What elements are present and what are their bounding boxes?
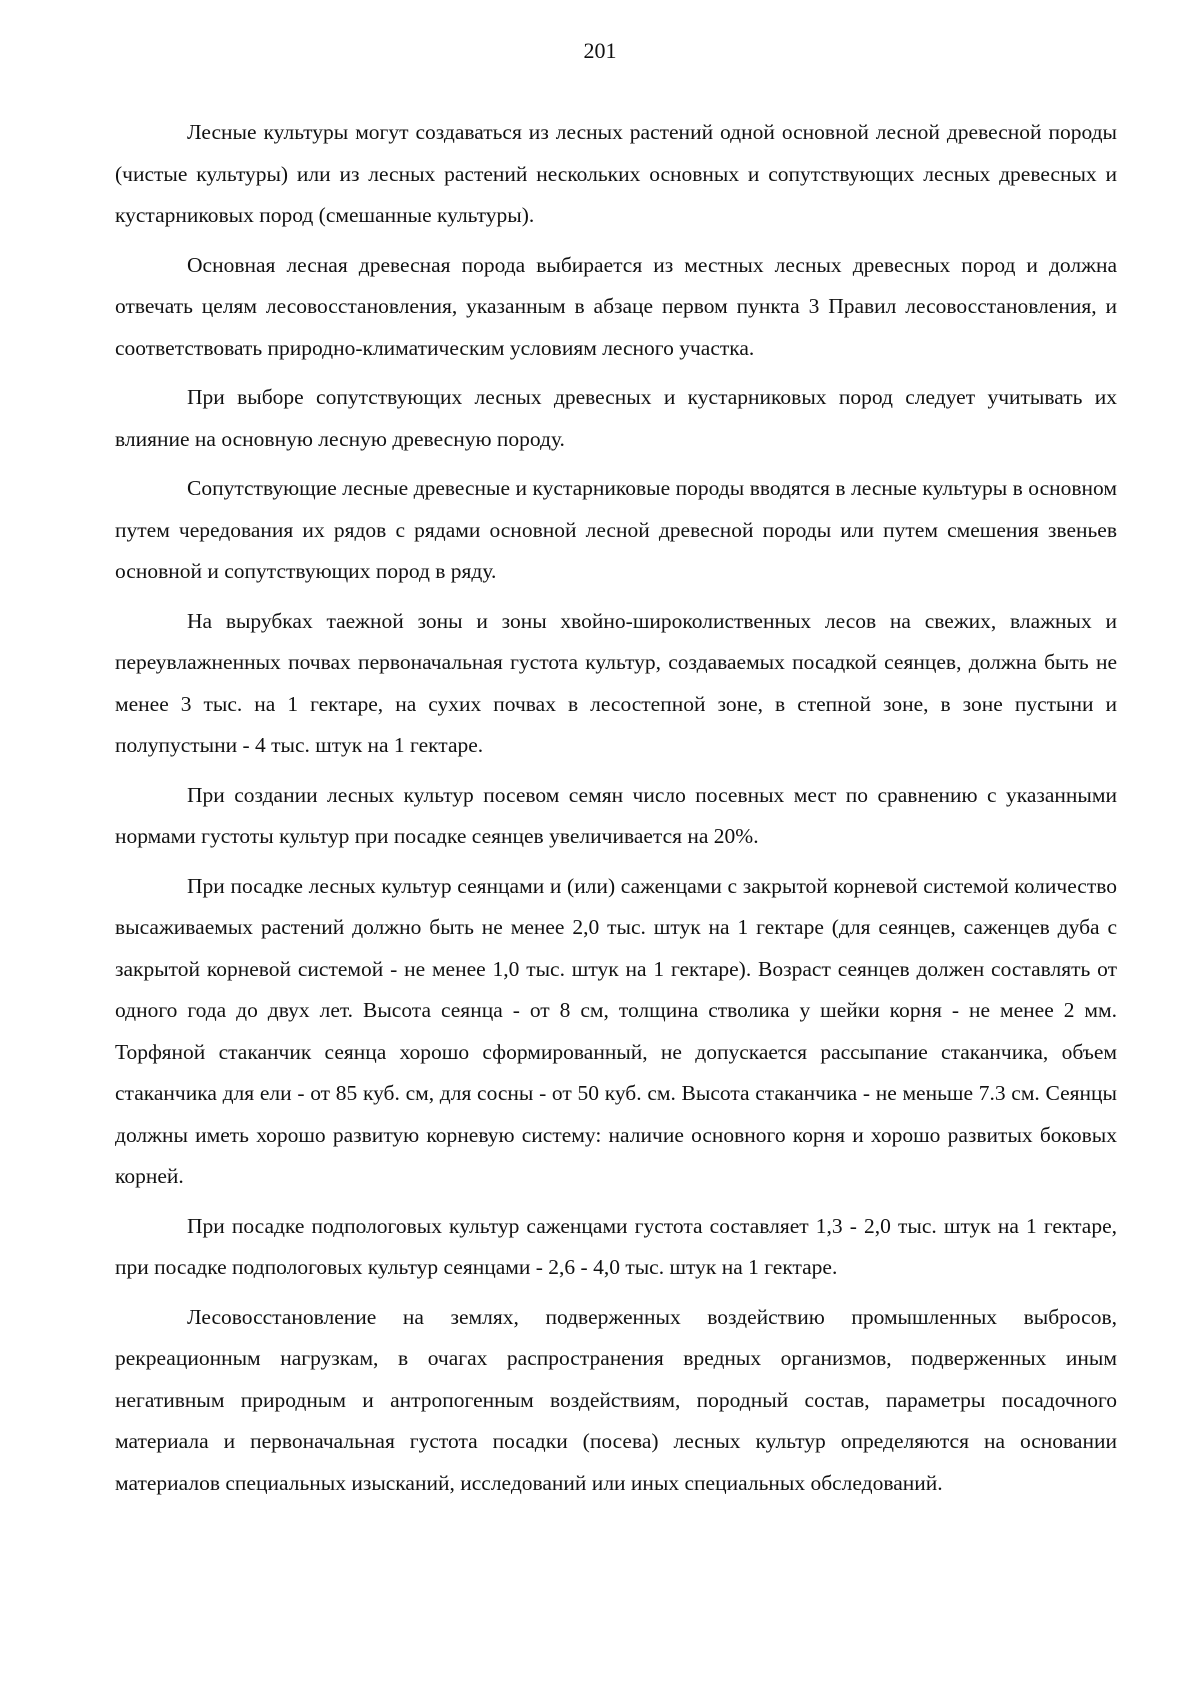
paragraph-2: Основная лесная древесная порода выбирается из местных лесных древесных пород и должна отвечать целям лесовосстановления, указанным в абзаце первом пункта 3 Правил лесовосстановления, и соответствовать природно-климатическим условиям лесного участка.: [115, 252, 1117, 360]
paragraph-8: При посадке подпологовых культур саженцами густота составляет 1,3 - 2,0 тыс. штук на 1 гектаре, при посадке подпологовых культур сеянцами - 2,6 - 4,0 тыс. штук на 1 гектаре.: [115, 1213, 1117, 1279]
paragraph-9: Лесовосстановление на землях, подверженных воздействию промышленных выбросов, рекреационным нагрузкам, в очагах распространения вредных организмов, подверженных иным негативным природным и антропогенным воздействиям, породный состав, параметры посадочного материала и первоначальная густота посадки (посева) лесных культур определяются на основании материалов специальных изысканий, исследований или иных специальных обследований.: [115, 1304, 1117, 1495]
paragraph-4: Сопутствующие лесные древесные и кустарниковые породы вводятся в лесные культуры в основном путем чередования их рядов с рядами основной лесной древесной породы или путем смешения звеньев основной и сопутствующих пород в ряду.: [115, 476, 1117, 583]
paragraph-7: При посадке лесных культур сеянцами и (или) саженцами с закрытой корневой системой количество высаживаемых растений должно быть не менее 2,0 тыс. штук на 1 гектаре (для сеянцев, саженцев дуба с закрытой корневой системой - не менее 1,0 тыс. штук на 1 гектаре). Возраст сеянцев должен составлять от одного года до двух лет. Высота сеянца - от 8 см, толщина стволика у шейки корня - не менее 2 мм. Торфяной стаканчик сеянца хорошо сформированный, не допускается рассыпание стаканчика, объем стаканчика для ели - от 85 куб. см, для сосны - от 50 куб. см. Высота стаканчика - не меньше 7.3 см. Сеянцы должны иметь хорошо развитую корневую систему: наличие основного корня и хорошо развитых боковых корней.: [115, 873, 1117, 1188]
page-number: 201: [583, 38, 617, 63]
paragraph-6: При создании лесных культур посевом семян число посевных мест по сравнению с указанными нормами густоты культур при посадке сеянцев увеличивается на 20%.: [115, 782, 1117, 848]
document-body: [115, 112, 1117, 1512]
paragraph-1: Лесные культуры могут создаваться из лесных растений одной основной лесной древесной породы (чистые культуры) или из лесных растений нескольких основных и сопутствующих лесных древесных и кустарниковых пород (смешанные культуры).: [115, 120, 1117, 227]
paragraph-5: На вырубках таежной зоны и зоны хвойно-широколиственных лесов на свежих, влажных и переувлажненных почвах первоначальная густота культур, создаваемых посадкой сеянцев, должна быть не менее 3 тыс. на 1 гектаре, на сухих почвах в лесостепной зоне, в степной зоне, в зоне пустыни и полупустыни - 4 тыс. штук на 1 гектаре.: [115, 608, 1117, 757]
paragraph-3: При выборе сопутствующих лесных древесных и кустарниковых пород следует учитывать их влияние на основную лесную древесную породу.: [115, 385, 1117, 451]
